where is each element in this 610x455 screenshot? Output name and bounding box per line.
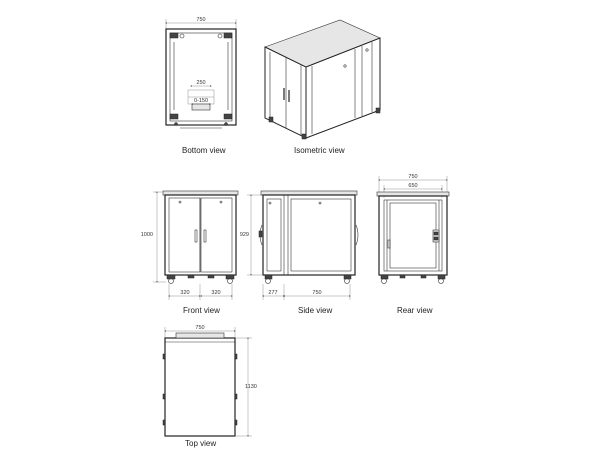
front-right-dim: 320 (211, 290, 221, 296)
bottom-inner-dim: 250 (196, 80, 206, 86)
bottom-range-dim: 0-150 (193, 98, 209, 104)
side-view-caption: Side view (298, 306, 333, 315)
front-view-caption: Front view (183, 306, 220, 315)
bottom-view-drawing (166, 17, 236, 128)
rear-view-drawing (377, 174, 449, 284)
rear-outer-dim: 750 (408, 174, 418, 180)
top-width-dim: 750 (195, 325, 205, 331)
side-depth-dim: 750 (312, 290, 322, 296)
bottom-view-caption: Bottom view (182, 146, 226, 155)
rear-inner-dim: 650 (408, 183, 418, 189)
isometric-view-drawing (265, 20, 380, 139)
front-height-dim: 1000 (140, 232, 153, 238)
front-left-dim: 320 (180, 290, 190, 296)
top-view-drawing (163, 325, 257, 436)
isometric-view-caption: Isometric view (294, 146, 345, 155)
top-depth-dim: 1130 (245, 384, 257, 390)
side-view-drawing (240, 191, 358, 300)
top-view-caption: Top view (185, 439, 217, 448)
side-height-dim: 929 (239, 232, 249, 238)
bottom-width-dim: 750 (196, 17, 206, 23)
side-offset-dim: 277 (268, 290, 278, 296)
front-view-drawing (141, 191, 238, 300)
rear-view-caption: Rear view (397, 306, 433, 315)
